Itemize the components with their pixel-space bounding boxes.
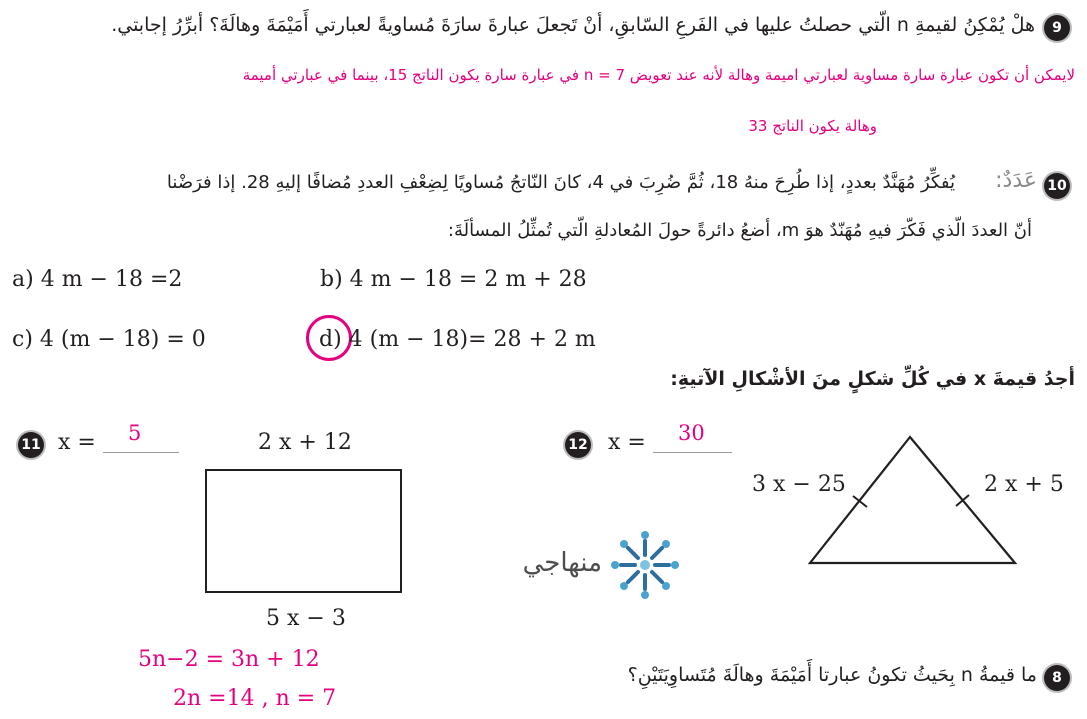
- q11-answer-line: [103, 452, 179, 453]
- watermark-text: منهاجي: [522, 548, 602, 578]
- question-number-badge: 8: [1044, 665, 1070, 691]
- option-equation: 4 m − 18 = 2 m + 28: [349, 267, 587, 292]
- option-label: c): [12, 327, 33, 352]
- rectangle-bottom-label: 5 x − 3: [266, 606, 346, 631]
- question-10-text-line-1: يُفكِّرُ مُهَنَّدٌ بعددٍ، إذا طُرِحَ منهُ 18، ثُمَّ ضُرِبَ في 4، كانَ النّاتجُ مُساويًا لِضِعْفِ العددِ مُضافًا إليهِ 28. إذا فرَضْنا: [166, 172, 955, 193]
- triangle-left-label: 3 x − 25: [752, 472, 846, 497]
- question-9-answer-line-2: وهالة يكون الناتج 33: [748, 117, 877, 135]
- q12-answer[interactable]: 30: [678, 421, 705, 445]
- section-instruction: أجدُ قيمةَ x في كُلِّ شكلٍ منَ الأشْكالِ الآتيةِ:: [670, 368, 1075, 390]
- q11-answer[interactable]: 5: [128, 421, 142, 445]
- rectangle-top-label: 2 x + 12: [258, 430, 352, 455]
- option-equation: 4 m − 18 =2: [40, 267, 183, 292]
- option-equation: 4 (m − 18)= 28 + 2 m: [348, 327, 596, 352]
- rectangle-figure: [205, 469, 402, 593]
- option-c[interactable]: [12, 327, 206, 352]
- option-label: b): [320, 267, 343, 292]
- question-number-badge: 9: [1044, 15, 1070, 41]
- q12-x-prefix: x =: [608, 430, 646, 455]
- question-number-badge: 10: [1044, 173, 1070, 199]
- question-8-text: ما قيمةُ n بِحَيثُ تكونُ عبارتا أَمَيْمَةَ وهالَةَ مُتَساوِيَتَيْنِ؟: [627, 664, 1037, 686]
- triangle-figure: [805, 432, 1025, 567]
- logo-icon: [608, 528, 682, 602]
- q11-work-line-1: 5n−2 = 3n + 12: [138, 647, 320, 672]
- option-label: a): [12, 267, 34, 292]
- option-d[interactable]: [319, 327, 596, 352]
- question-10-text-line-2: أنّ العددَ الّذي فَكّرَ فيهِ مُهَنّدٌ هوَ m، أضعُ دائرةً حولَ المُعادلةِ الّتي تُمثِّلُ المسألَةَ:: [447, 220, 1032, 241]
- option-label: d): [319, 327, 342, 352]
- question-number-badge: 12: [565, 432, 591, 458]
- option-b[interactable]: [320, 267, 587, 292]
- q11-work-line-2: 2n =14 , n = 7: [173, 686, 337, 711]
- option-a[interactable]: [12, 267, 182, 292]
- question-10-label: عَدَدٌ:: [995, 168, 1037, 193]
- option-equation: 4 (m − 18) = 0: [39, 327, 206, 352]
- question-9-text: هلْ يُمْكِنُ لقيمةِ n الّتي حصلتُ عليها في الفَرعِ السّابقِ، أنْ تَجعلَ عبارةَ سارَةَ مُساويةً لعبارتي أَمَيْمَةَ وهالَةَ؟ أبرِّرُ إجابتي.: [111, 14, 1035, 36]
- q12-answer-line: [653, 452, 732, 453]
- question-number-badge: 11: [18, 432, 44, 458]
- question-9-answer-line-1: لايمكن أن تكون عبارة سارة مساوية لعبارتي اميمة وهالة لأنه عند تعويض n = 7 في عبارة سارة يكون الناتج 15، بينما في عبارتي أميمة: [242, 66, 1075, 84]
- q11-x-prefix: x =: [58, 430, 96, 455]
- triangle-right-label: 2 x + 5: [984, 472, 1064, 497]
